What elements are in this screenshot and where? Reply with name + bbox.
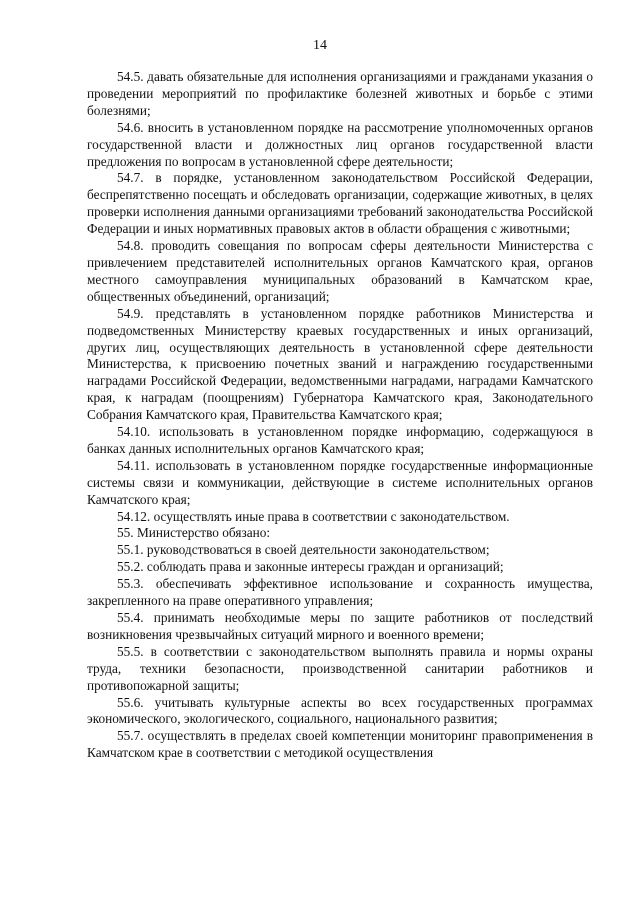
paragraph-54-7: 54.7. в порядке, установленном законодательством Российской Федерации, беспрепятственно посещать и обследовать организации, содержащие животных, в целях проверки исполнения данными организациями требований законодательства Российской Федерации и иных нормативных правовых актов в области обращения с животными;	[87, 170, 593, 237]
paragraph-54-10: 54.10. использовать в установленном порядке информацию, содержащуюся в банках данных исполнительных органов Камчатского края;	[87, 424, 593, 456]
paragraph-54-8: 54.8. проводить совещания по вопросам сферы деятельности Министерства с привлечением представителей исполнительных органов Камчатского края, органов местного самоуправления муниципальных образований в Камчатском крае, общественных объединений, организаций;	[87, 238, 593, 304]
paragraph-55-6: 55.6. учитывать культурные аспекты во всех государственных программах экономического, экологического, социального, национального развития;	[87, 694, 593, 727]
document-body	[87, 69, 593, 762]
page-number: 14	[313, 38, 327, 53]
paragraph-54-11: 54.11. использовать в установленном порядке государственные информационные системы связи и коммуникации, действующие в системе исполнительных органов Камчатского края;	[87, 457, 593, 507]
paragraph-54-5: 54.5. давать обязательные для исполнения организациями и гражданами указания о проведении мероприятий по профилактике болезней животных и борьбе с этими болезнями;	[87, 69, 593, 118]
paragraph-55-3: 55.3. обеспечивать эффективное использование и сохранность имущества, закрепленного на праве оперативного управления;	[87, 576, 593, 609]
paragraph-55-2: 55.2. соблюдать права и законные интересы граждан и организаций;	[117, 559, 504, 575]
paragraph-54-6: 54.6. вносить в установленном порядке на рассмотрение уполномоченных органов государственной власти и должностных лиц органов государственной власти предложения по вопросам в установленной сфере деятельности;	[87, 119, 593, 169]
paragraph-55-4: 55.4. принимать необходимые меры по защите работников от последствий возникновения чрезвычайных ситуаций мирного и военного времени;	[87, 610, 593, 642]
paragraph-55-1: 55.1. руководствоваться в своей деятельности законодательством;	[117, 542, 490, 558]
paragraph-54-9: 54.9. представлять в установленном порядке работников Министерства и подведомственных Министерству краевых государственных и иных организаций, других лиц, осуществляющих деятельность в установленной сфере деятельности Министерства, к присвоению почетных званий и награждению государственными наградами Российской Федерации, ведомственными наградами, наградами Камчатского края, к наградам (поощрениям) Губернатора Камчатского края, Законодательного Собрания Камчатского края, Правительства Камчатского края;	[87, 305, 593, 423]
paragraph-55-7: 55.7. осуществлять в пределах своей компетенции мониторинг правоприменения в Камчатском крае в соответствии с методикой осуществления	[87, 728, 593, 761]
paragraph-54-12: 54.12. осуществлять иные права в соответствии с законодательством.	[117, 508, 510, 524]
paragraph-55: 55. Министерство обязано:	[117, 525, 271, 541]
paragraph-55-5: 55.5. в соответствии с законодательством выполнять правила и нормы охраны труда, техники безопасности, производственной санитарии работников и противопожарной защиты;	[87, 643, 593, 693]
